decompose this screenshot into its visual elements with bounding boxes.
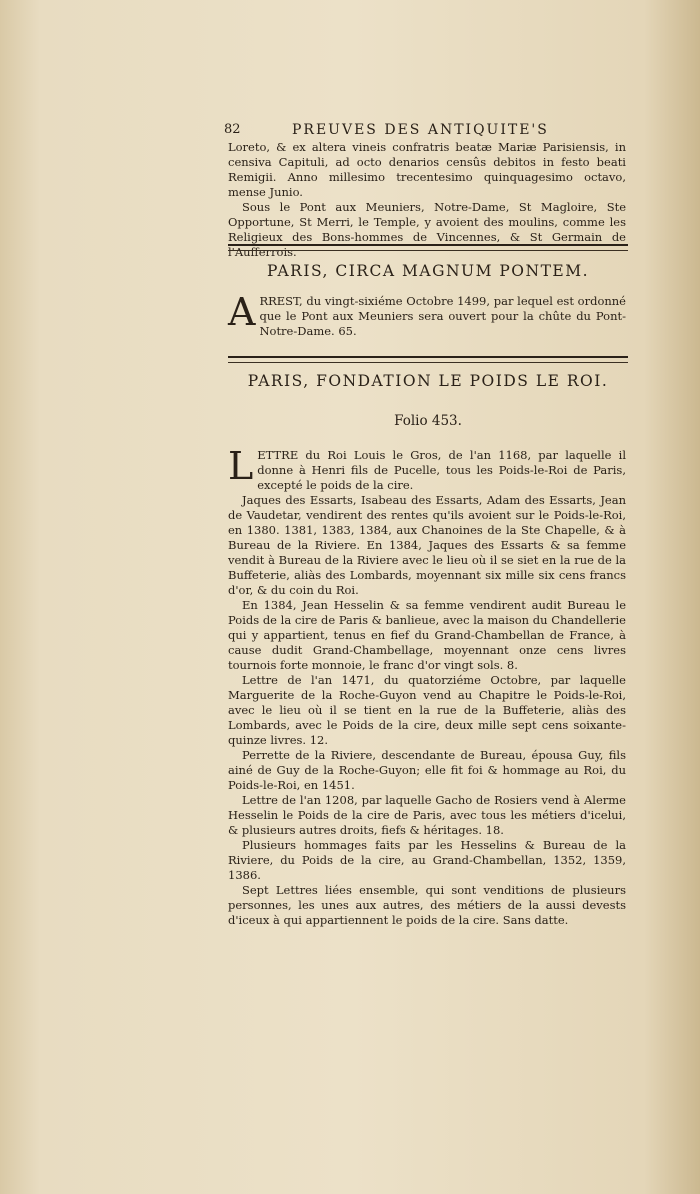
page-number: 82	[224, 122, 241, 137]
section-title-circa-magnum-pontem: PARIS, CIRCA MAGNUM PONTEM.	[266, 262, 590, 280]
section2-body	[228, 444, 626, 928]
top-paragraph-2: Sous le Pont aux Meuniers, Notre-Dame, St Magloire, Ste Opportune, St Merri, le Temple, y avoient des moulins, comme les Religieux des Bons-hommes de Vincennes, & St Germain de l'Aufferrois.	[228, 200, 626, 259]
paragraph-perrette: Perrette de la Riviere, descendante de Bureau, épousa Guy, fils ainé de Guy de la Roche-Guyon; elle fit foi & hommage au Roi, du Poids-le-Roi, en 1451.	[228, 748, 626, 792]
top-text	[228, 140, 626, 260]
dropcap-l: L	[228, 444, 254, 488]
section1-body	[228, 290, 626, 339]
paragraph-sept-lettres: Sept Lettres liées ensemble, qui sont venditions de plusieurs personnes, les unes aux autres, des métiers de la aussi devests d'iceux à qui appartiennent le poids de la cire. Sans datte.	[228, 883, 626, 927]
paragraph-hommages: Plusieurs hommages faits par les Hesselins & Bureau de la Riviere, du Poids de la cire, au Grand-Chambellan, 1352, 1359, 1386.	[228, 838, 626, 882]
arrest-text: RREST, du vingt-sixiéme Octobre 1499, par lequel est ordonné que le Pont aux Meuniers sera ouvert pour la chûte du Pont-Notre-Dame. 65.	[259, 294, 626, 338]
top-paragraph-1: Loreto, & ex altera vineis confratris beatæ Mariæ Parisiensis, in censiva Capituli, ad octo denarios censûs debitos in festo beati Remigii. Anno millesimo trecentesimo quinquagesimo octavo, mense Junio.	[228, 140, 626, 199]
section-title-poids-le-roi: PARIS, FONDATION LE POIDS LE ROI.	[247, 372, 609, 390]
lettre-paragraph	[228, 444, 626, 493]
section-rule-1b	[228, 250, 628, 251]
paragraph-lettre-1471: Lettre de l'an 1471, du quatorziéme Octobre, par laquelle Marguerite de la Roche-Guyon vend au Chapitre le Poids-le-Roi, avec le lieu où il se tient en la rue de la Buffeterie, aliàs des Lombards, avec le Poids de la cire, deux mille sept cens soixante-quinze livres. 12.	[228, 673, 626, 747]
section-rule-2b	[228, 362, 628, 363]
paragraph-hesselin-1384: En 1384, Jean Hesselin & sa femme vendirent audit Bureau le Poids de la cire de Paris & banlieue, avec la maison du Chandellerie qui y appartient, tenus en fief du Grand-Chambellan de France, à cause dudit Grand-Chambellage, moyennant onze cens livres tournois forte monnoie, le franc d'or vingt sols. 8.	[228, 598, 626, 672]
dropcap-a: A	[228, 290, 256, 334]
paragraph-essarts: Jaques des Essarts, Isabeau des Essarts, Adam des Essarts, Jean de Vaudetar, vendirent des rentes qu'ils avoient sur le Poids-le-Roi, en 1380. 1381, 1383, 1384, aux Chanoines de la Ste Chapelle, & à Bureau de la Riviere. En 1384, Jaques des Essarts & sa femme vendit à Bureau de la Riviere avec le lieu où il se siet en la rue de la Buffeterie, aliàs des Lombards, moyennant six mille six cens francs d'or, & du coin du Roi.	[228, 493, 626, 597]
running-title: PREUVES DES ANTIQUITE'S	[292, 122, 549, 138]
lettre-text: ETTRE du Roi Louis le Gros, de l'an 1168, par laquelle il donne à Henri fils de Pucelle, tous les Poids-le-Roi de Paris, excepté le poids de la cire.	[257, 448, 626, 492]
section-rule-2	[228, 356, 628, 358]
section-rule-1	[228, 244, 628, 246]
paragraph-lettre-1208: Lettre de l'an 1208, par laquelle Gacho de Rosiers vend à Alerme Hesselin le Poids de la cire de Paris, avec tous les métiers d'icelui, & plusieurs autres droits, fiefs & héritages. 18.	[228, 793, 626, 837]
folio-label: Folio 453.	[394, 413, 462, 429]
